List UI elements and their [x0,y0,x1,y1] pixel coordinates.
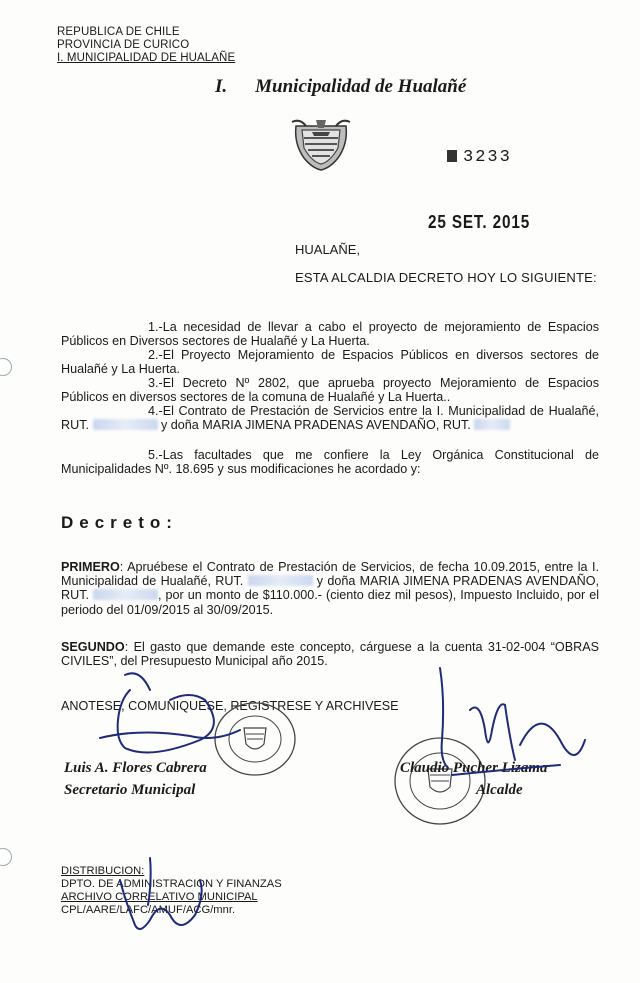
right-signer-name: Claudio Pucher Lizama [400,760,548,776]
redacted-rut [474,419,510,430]
seal-alcalde-icon [392,735,488,827]
distribution-line-2: ARCHIVO CORRELATIVO MUNICIPAL [61,891,258,903]
left-signer-name: Luis A. Flores Cabrera [64,760,207,776]
title-prefix: I. [215,76,228,97]
seal-secretario-icon [212,700,298,778]
alcaldia-line: ESTA ALCALDIA DECRETO HOY LO SIGUIENTE: [295,270,597,285]
distribution-line-3: CPL/AARE/LAFC/AMUF/ACG/mnr. [61,904,236,916]
punch-hole [0,848,12,866]
header-provincia: PROVINCIA DE CURICO [57,39,190,51]
left-signer-title: Secretario Municipal [64,782,196,798]
decreto-heading: Decreto: [61,513,178,532]
header-republica: REPUBLICA DE CHILE [57,26,180,38]
title-name: Municipalidad de Hualañé [255,76,467,97]
considerando-4-part-a: 4.-El Contrato de Prestación de Servicios entre la I. Municipalidad de Hualañé, RUT. [61,404,599,433]
considerando-1: 1.-La necesidad de llevar a cabo el proyecto de mejoramiento de Espacios Públicos en Diversos sectores de Hualañé y La Huerta. [61,320,599,349]
stamp-mark-icon [447,150,457,162]
considerando-4-part-b: y doña MARIA JIMENA PRADENAS AVENDAÑO, RUT. [161,418,471,433]
primero-part-c: , por un monto de $110.000.- (ciento diez mil pesos), Impuesto Incluido, por el periodo del 01/09/2015 al 30/09/2015. [61,588,599,617]
decree-number [447,148,512,167]
primero-part-b: y doña MARIA JIMENA PRADENAS AVENDAÑO, RUT. [61,574,599,603]
distribution-heading: DISTRIBUCION: [61,865,145,877]
considerando-3: 3.-El Decreto Nº 2802, que aprueba proyecto Mejoramiento de Espacios Públicos en diversos sectores de la comuna de Hualañé y La Huerta.. [61,376,599,405]
stamp-date: 25 SET. 2015 [428,212,531,232]
primero-paragraph [61,560,599,617]
segundo-text: : El gasto que demande este concepto, cárguese a la cuenta 31-02-004 “OBRAS CIVILES”, del Presupuesto Municipal año 2015. [61,640,599,669]
redacted-rut [248,575,313,586]
segundo-paragraph [61,640,599,668]
closing-line: ANOTESE, COMUNIQUESE, REGISTRESE Y ARCHIVESE [61,699,399,713]
considerando-4 [61,404,599,432]
primero-part-a: : Apruébese el Contrato de Prestación de Servicios, de fecha 10.09.2015, entre la I. Municipalidad de Hualañé, RUT. [61,560,599,589]
primero-label: PRIMERO [61,560,120,574]
municipality-title [215,76,466,98]
place-line: HUALAÑE, [295,242,361,257]
considerando-5: 5.-Las facultades que me confiere la Ley Orgánica Constitucional de Municipalidades Nº. 18.695 y sus modificaciones he acordado y: [61,448,599,477]
coat-of-arms-icon [290,114,352,172]
punch-hole [0,358,12,376]
redacted-rut [93,419,158,430]
distribution-line-1: DPTO. DE ADMINISTRACION Y FINANZAS [61,878,282,890]
considerando-2: 2.-El Proyecto Mejoramiento de Espacios Públicos en diversos sectores de Hualañé y La Huerta. [61,348,599,377]
segundo-label: SEGUNDO [61,640,125,654]
right-signer-title: Alcalde [476,782,523,798]
decree-number-text: 3233 [463,148,512,167]
redacted-rut [93,589,158,600]
header-municipalidad: I. MUNICIPALIDAD DE HUALAÑE [57,52,236,64]
